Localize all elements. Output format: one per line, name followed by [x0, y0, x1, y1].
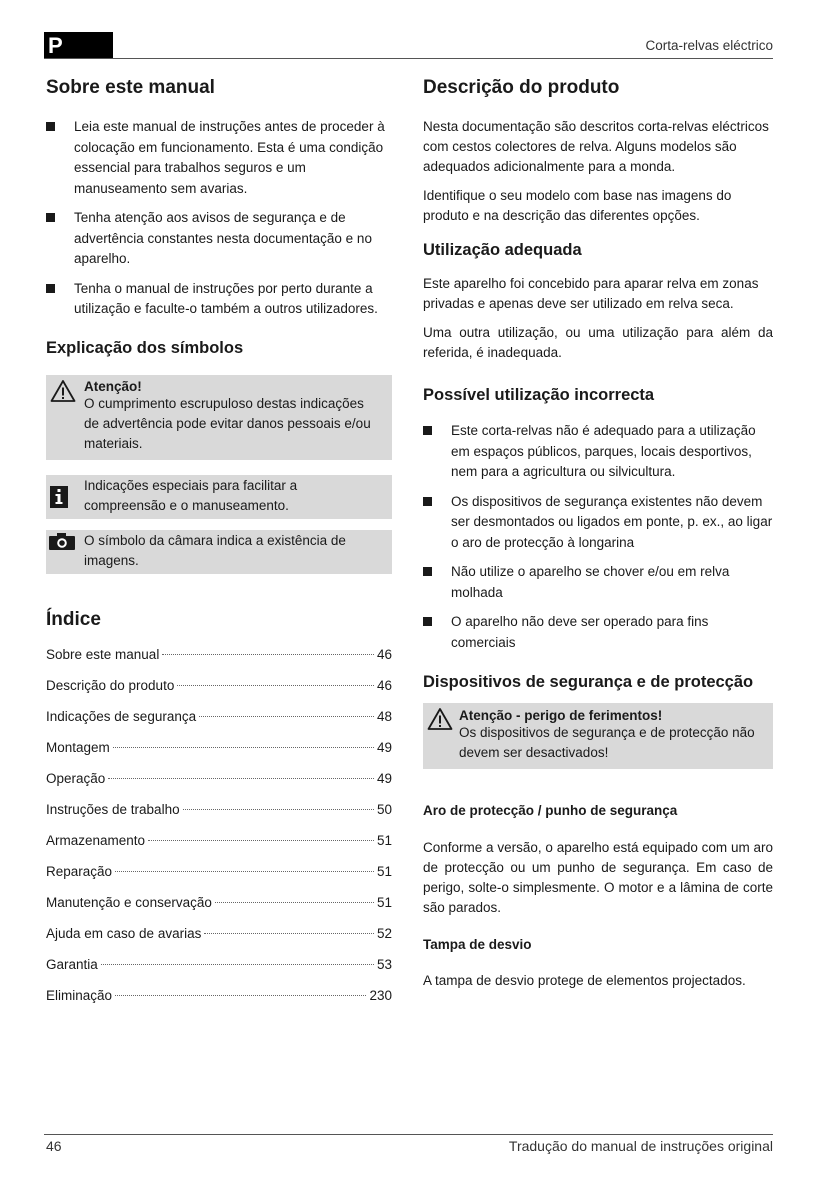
- warning-text: Os dispositivos de segurança e de protecção não devem ser desactivados!: [459, 725, 755, 760]
- toc-page: 49: [376, 739, 392, 755]
- header-title: Corta-relvas eléctrico: [645, 38, 773, 53]
- toc-leader: [115, 871, 374, 872]
- toc-page: 53: [376, 956, 392, 972]
- toc-leader: [148, 840, 374, 841]
- toc-row[interactable]: [46, 647, 392, 678]
- toc-row[interactable]: [46, 709, 392, 740]
- toc-page: 50: [376, 801, 392, 817]
- toc-label: Montagem: [46, 739, 110, 755]
- toc-row[interactable]: [46, 957, 392, 988]
- misuse-heading: Possível utilização incorrecta: [423, 386, 655, 404]
- info-box: [46, 475, 392, 519]
- info-text: Indicações especiais para facilitar a compreensão e o manuseamento.: [84, 477, 298, 513]
- index-heading: Índice: [46, 608, 101, 630]
- toc-page: 51: [376, 894, 392, 910]
- toc-page: 51: [376, 863, 392, 879]
- header-rule: [44, 58, 773, 59]
- about-list: [46, 117, 392, 320]
- toc-leader: [199, 716, 374, 717]
- toc-leader: [108, 778, 374, 779]
- toc-label: Operação: [46, 770, 106, 786]
- warning-triangle-icon: [50, 379, 76, 403]
- footer-text: Tradução do manual de instruções original: [508, 1138, 773, 1154]
- toc-page: 46: [376, 677, 392, 693]
- toc-page: 49: [376, 770, 392, 786]
- camera-text: O símbolo da câmara indica a existência de imagens.: [84, 532, 346, 568]
- list-item: Tenha o manual de instruções por perto durante a utilização e faculte-o também a outros utilizadores.: [46, 279, 392, 320]
- toc-label: Sobre este manual: [46, 646, 160, 662]
- warning-text: O cumprimento escrupuloso destas indicações de advertência pode evitar danos pessoais e/ou materiais.: [84, 395, 371, 451]
- list-item: Leia este manual de instruções antes de proceder à colocação em funcionamento. Esta é uma condição essencial para trabalhos seguros e um manuseamento sem avarias.: [46, 117, 392, 199]
- toc-leader: [115, 995, 366, 996]
- toc-label: Instruções de trabalho: [46, 801, 180, 817]
- right-column: [423, 70, 773, 991]
- language-tab: [44, 32, 113, 59]
- about-heading: Sobre este manual: [46, 77, 215, 98]
- toc-leader: [113, 747, 374, 748]
- toc-row[interactable]: [46, 864, 392, 895]
- language-code: P: [48, 33, 63, 58]
- toc-leader: [177, 685, 374, 686]
- toc-row[interactable]: [46, 926, 392, 957]
- list-item: O aparelho não deve ser operado para fins comerciais: [423, 612, 773, 653]
- toc-row[interactable]: [46, 802, 392, 833]
- toc-row[interactable]: [46, 895, 392, 926]
- toc-label: Armazenamento: [46, 832, 146, 848]
- warning-title: Atenção!: [84, 378, 142, 394]
- toc-label: Ajuda em caso de avarias: [46, 925, 202, 941]
- toc-page: 52: [376, 925, 392, 941]
- left-column: [46, 70, 392, 1019]
- safety-heading: Dispositivos de segurança e de protecção: [423, 673, 754, 691]
- usage-paragraph: Este aparelho foi concebido para aparar relva em zonas privadas e apenas deve ser utilizado em relva seca.: [423, 276, 759, 311]
- usage-heading: Utilização adequada: [423, 241, 582, 259]
- toc-label: Descrição do produto: [46, 677, 175, 693]
- product-paragraph: Nesta documentação são descritos corta-relvas eléctricos com cestos colectores de relva. Alguns modelos são adequados adicionalmente para a monda.: [423, 119, 769, 174]
- warning-title: Atenção - perigo de ferimentos!: [459, 708, 663, 723]
- toc-label: Manutenção e conservação: [46, 894, 212, 910]
- flap-paragraph: A tampa de desvio protege de elementos projectados.: [423, 973, 746, 988]
- guard-heading: Aro de protecção / punho de segurança: [423, 803, 678, 818]
- toc-row[interactable]: [46, 771, 392, 802]
- toc-page: 48: [376, 708, 392, 724]
- product-heading: Descrição do produto: [423, 77, 620, 98]
- toc-row[interactable]: [46, 988, 392, 1019]
- toc-leader: [101, 964, 374, 965]
- list-item: Os dispositivos de segurança existentes não devem ser desmontados ou ligados em ponte, p. ex., ao ligar o aro de protecção à longarina: [423, 492, 773, 554]
- page-number: 46: [46, 1138, 62, 1154]
- misuse-list: [423, 421, 773, 653]
- toc-label: Reparação: [46, 863, 113, 879]
- toc-label: Garantia: [46, 956, 98, 972]
- toc-row[interactable]: [46, 833, 392, 864]
- toc-leader: [162, 654, 374, 655]
- toc-page: 51: [376, 832, 392, 848]
- toc-label: Eliminação: [46, 987, 113, 1003]
- toc-row[interactable]: [46, 678, 392, 709]
- list-item: Tenha atenção aos avisos de segurança e de advertência constantes nesta documentação e no aparelho.: [46, 208, 392, 270]
- list-item: Não utilize o aparelho se chover e/ou em relva molhada: [423, 562, 773, 603]
- guard-paragraph: Conforme a versão, o aparelho está equipado com um aro de protecção ou um punho de segurança. Em caso de perigo, solte-o simplesmente. O motor e a lâmina de corte são parados.: [423, 840, 773, 915]
- table-of-contents: [46, 647, 392, 1019]
- usage-paragraph: Uma outra utilização, ou uma utilização para além da referida, é inadequada.: [423, 325, 773, 360]
- toc-leader: [204, 933, 374, 934]
- camera-icon: [49, 533, 75, 550]
- warning-triangle-icon: [427, 707, 453, 731]
- info-icon: [50, 486, 68, 508]
- flap-heading: Tampa de desvio: [423, 937, 532, 952]
- toc-label: Indicações de segurança: [46, 708, 197, 724]
- product-paragraph: Identifique o seu modelo com base nas imagens do produto e na descrição das diferentes opções.: [423, 188, 732, 223]
- warning-box: [46, 375, 392, 460]
- toc-page: 46: [376, 646, 392, 662]
- footer-rule: [44, 1134, 773, 1135]
- toc-leader: [215, 902, 374, 903]
- list-item: Este corta-relvas não é adequado para a utilização em espaços públicos, parques, locais desportivos, nem para a agricultura ou silvicultura.: [423, 421, 773, 483]
- toc-page: 230: [369, 987, 392, 1003]
- toc-row[interactable]: [46, 740, 392, 771]
- symbols-heading: Explicação dos símbolos: [46, 338, 244, 357]
- toc-leader: [183, 809, 374, 810]
- camera-box: [46, 530, 392, 574]
- safety-warning-box: [423, 703, 773, 769]
